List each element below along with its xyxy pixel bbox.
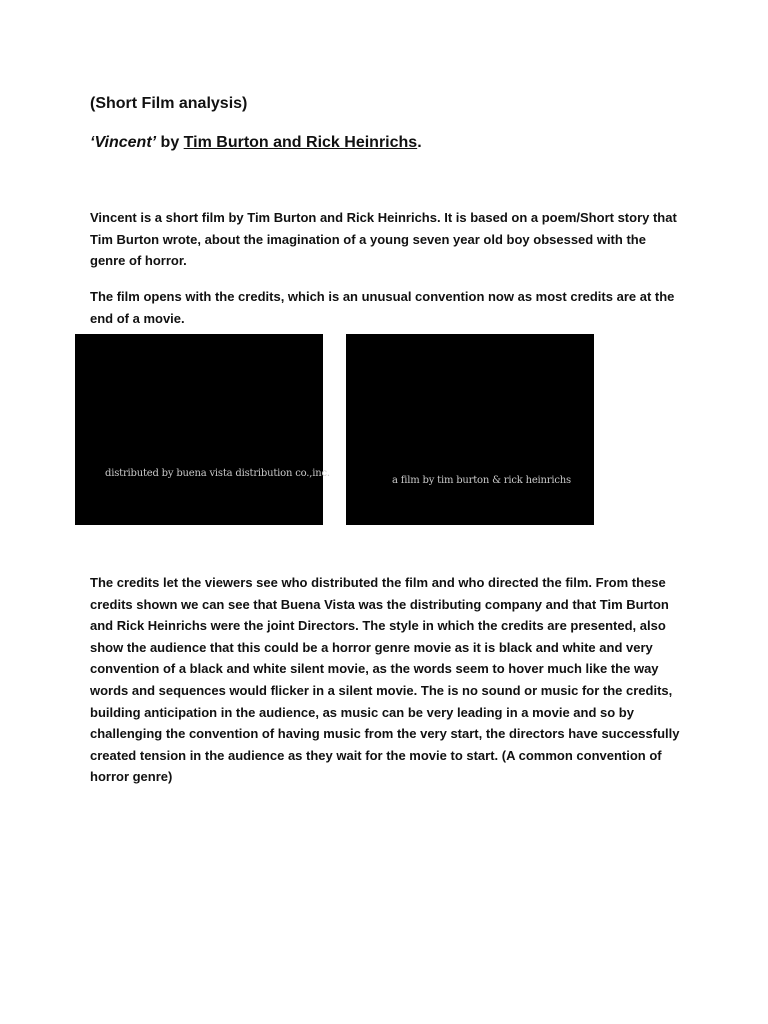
film-name: ‘Vincent’ — [90, 134, 157, 151]
paragraph-credits-opening: The film opens with the credits, which is an unusual convention now as most credits are at the end of a movie. — [90, 289, 675, 326]
film-still-directors — [346, 334, 594, 525]
paragraph-intro: Vincent is a short film by Tim Burton and Rick Heinrichs. It is based on a poem/Short story that Tim Burton wrote, about the imagination of a young seven year old boy obsessed with the genre of horror. — [90, 210, 677, 269]
title-period: . — [417, 134, 422, 151]
frame-caption-distributor: distributed by buena vista distribution co.,inc. — [105, 468, 330, 479]
document-subtitle: (Short Film analysis) — [90, 95, 248, 112]
film-still-distributor — [75, 334, 330, 525]
frame-caption-directors: a film by tim burton & rick heinrichs — [392, 475, 571, 486]
title-authors: Tim Burton and Rick Heinrichs — [183, 134, 418, 151]
document-title — [90, 133, 422, 153]
title-by: by — [156, 134, 184, 151]
paragraph-credits-analysis: The credits let the viewers see who distributed the film and who directed the film. From these credits shown we can see that Buena Vista was the distributing company and that Tim Burton and Rick Heinrichs were the joint Directors. The style in which the credits are presented, also show the audience that this could be a horror genre movie as it is black and white and very convention of a black and white silent movie, as the words seem to hover much like the way words and sequences would flicker in a silent movie. The is no sound or music for the credits, building anticipation in the audience, as music can be very leading in a movie and so by challenging the convention of having music from the very start, the directors have successfully created tension in the audience as they wait for the movie to start. (A common convention of horror genre) — [90, 575, 680, 785]
